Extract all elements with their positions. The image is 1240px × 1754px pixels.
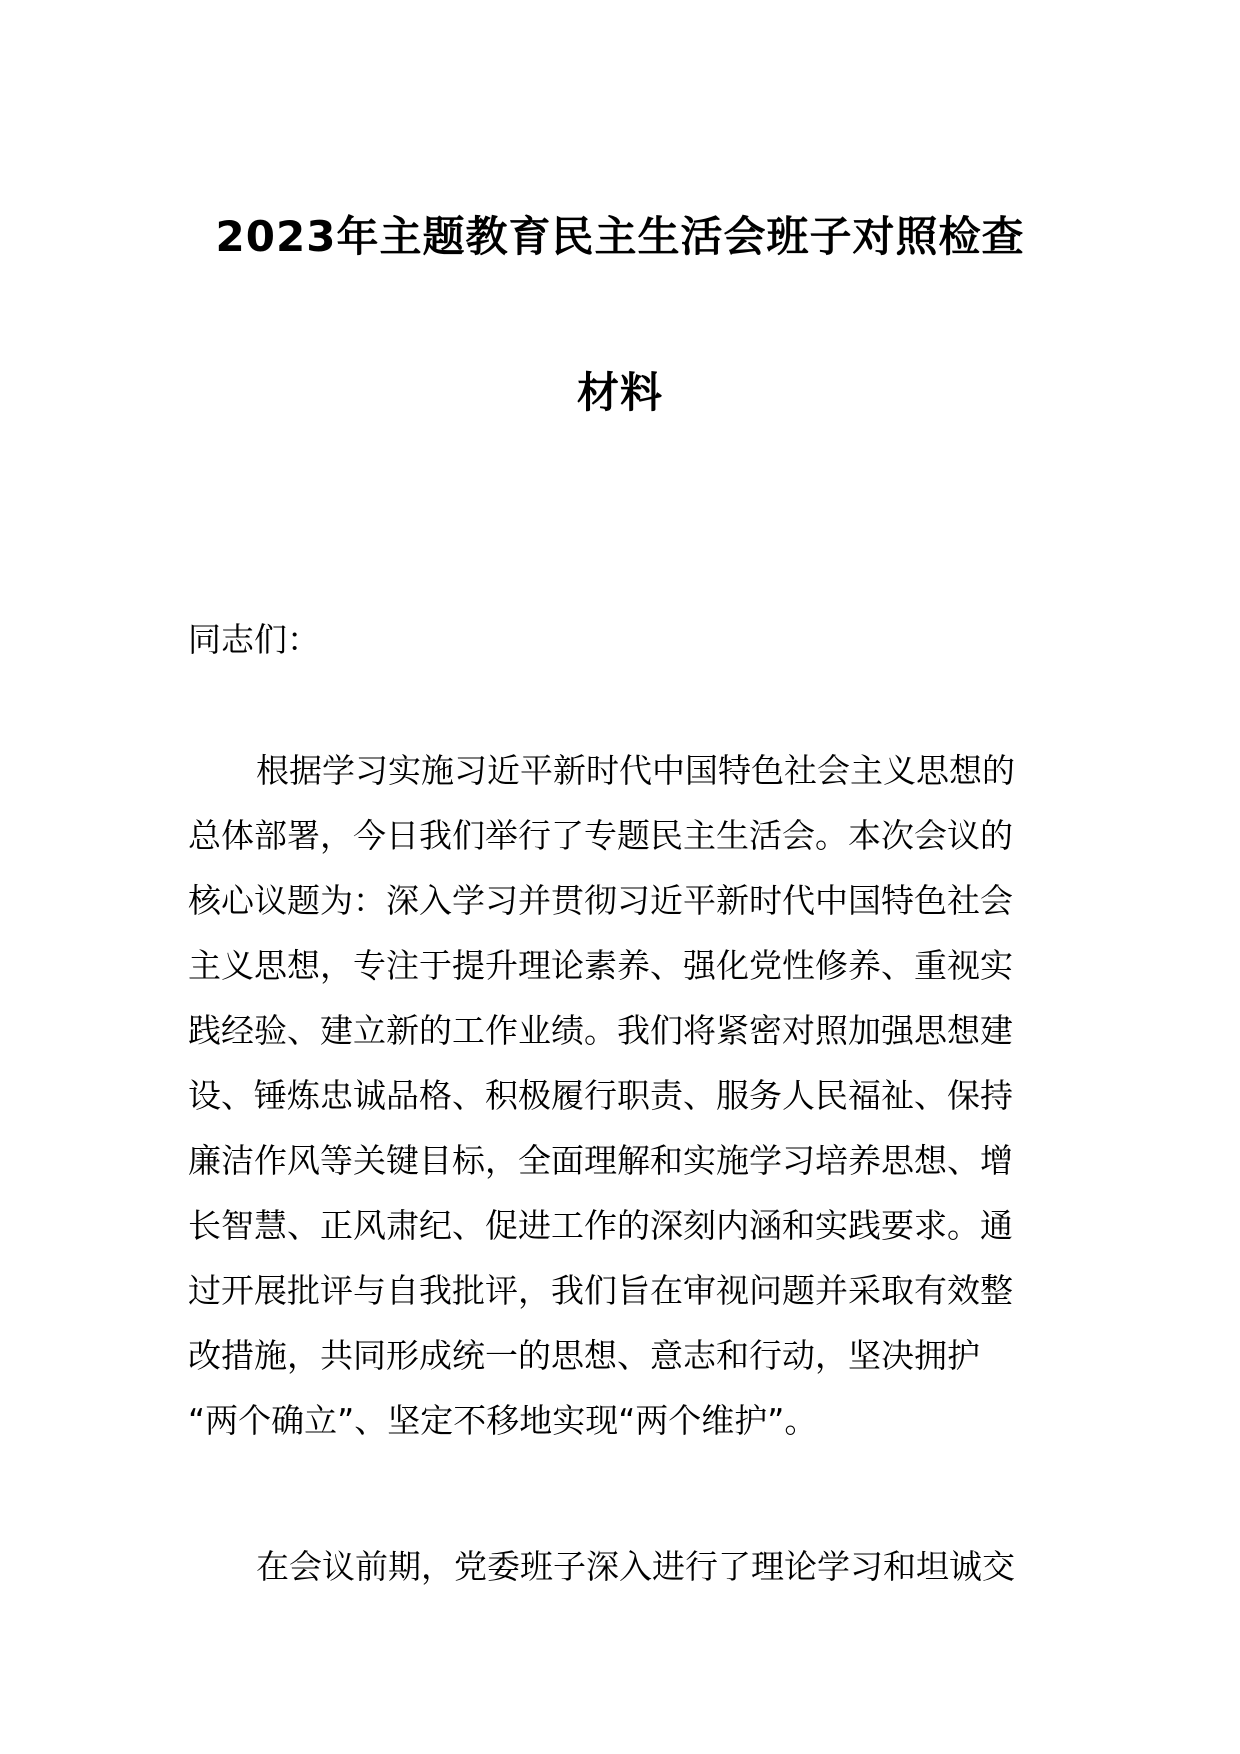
salutation: 同志们： [188, 620, 320, 659]
paragraph-line: 改措施，共同形成统一的思想、意志和行动，坚决拥护 [188, 1336, 980, 1375]
paragraph-line: 长智慧、正风肃纪、促进工作的深刻内涵和实践要求。通 [188, 1206, 1013, 1245]
paragraph-line: 过开展批评与自我批评，我们旨在审视问题并采取有效整 [188, 1271, 1013, 1310]
paragraph-line: 总体部署，今日我们举行了专题民主生活会。本次会议的 [188, 816, 1013, 855]
paragraph-line: 廉洁作风等关键目标，全面理解和实施学习培养思想、增 [188, 1141, 1013, 1180]
paragraph-line: 核心议题为：深入学习并贯彻习近平新时代中国特色社会 [188, 881, 1013, 920]
paragraph-line: 根据学习实施习近平新时代中国特色社会主义思想的 [256, 751, 1015, 790]
paragraph-line: “两个确立”、坚定不移地实现“两个维护”。 [188, 1401, 818, 1440]
paragraph-line: 设、锤炼忠诚品格、积极履行职责、服务人民福祉、保持 [188, 1076, 1013, 1115]
document-title-line-1: 2023年主题教育民主生活会班子对照检查 [215, 212, 1025, 261]
paragraph-line: 主义思想，专注于提升理论素养、强化党性修养、重视实 [188, 946, 1013, 985]
document-title-line-2: 材料 [576, 368, 663, 417]
paragraph-line: 践经验、建立新的工作业绩。我们将紧密对照加强思想建 [188, 1011, 1013, 1050]
paragraph-line: 在会议前期，党委班子深入进行了理论学习和坦诚交 [256, 1547, 1015, 1586]
